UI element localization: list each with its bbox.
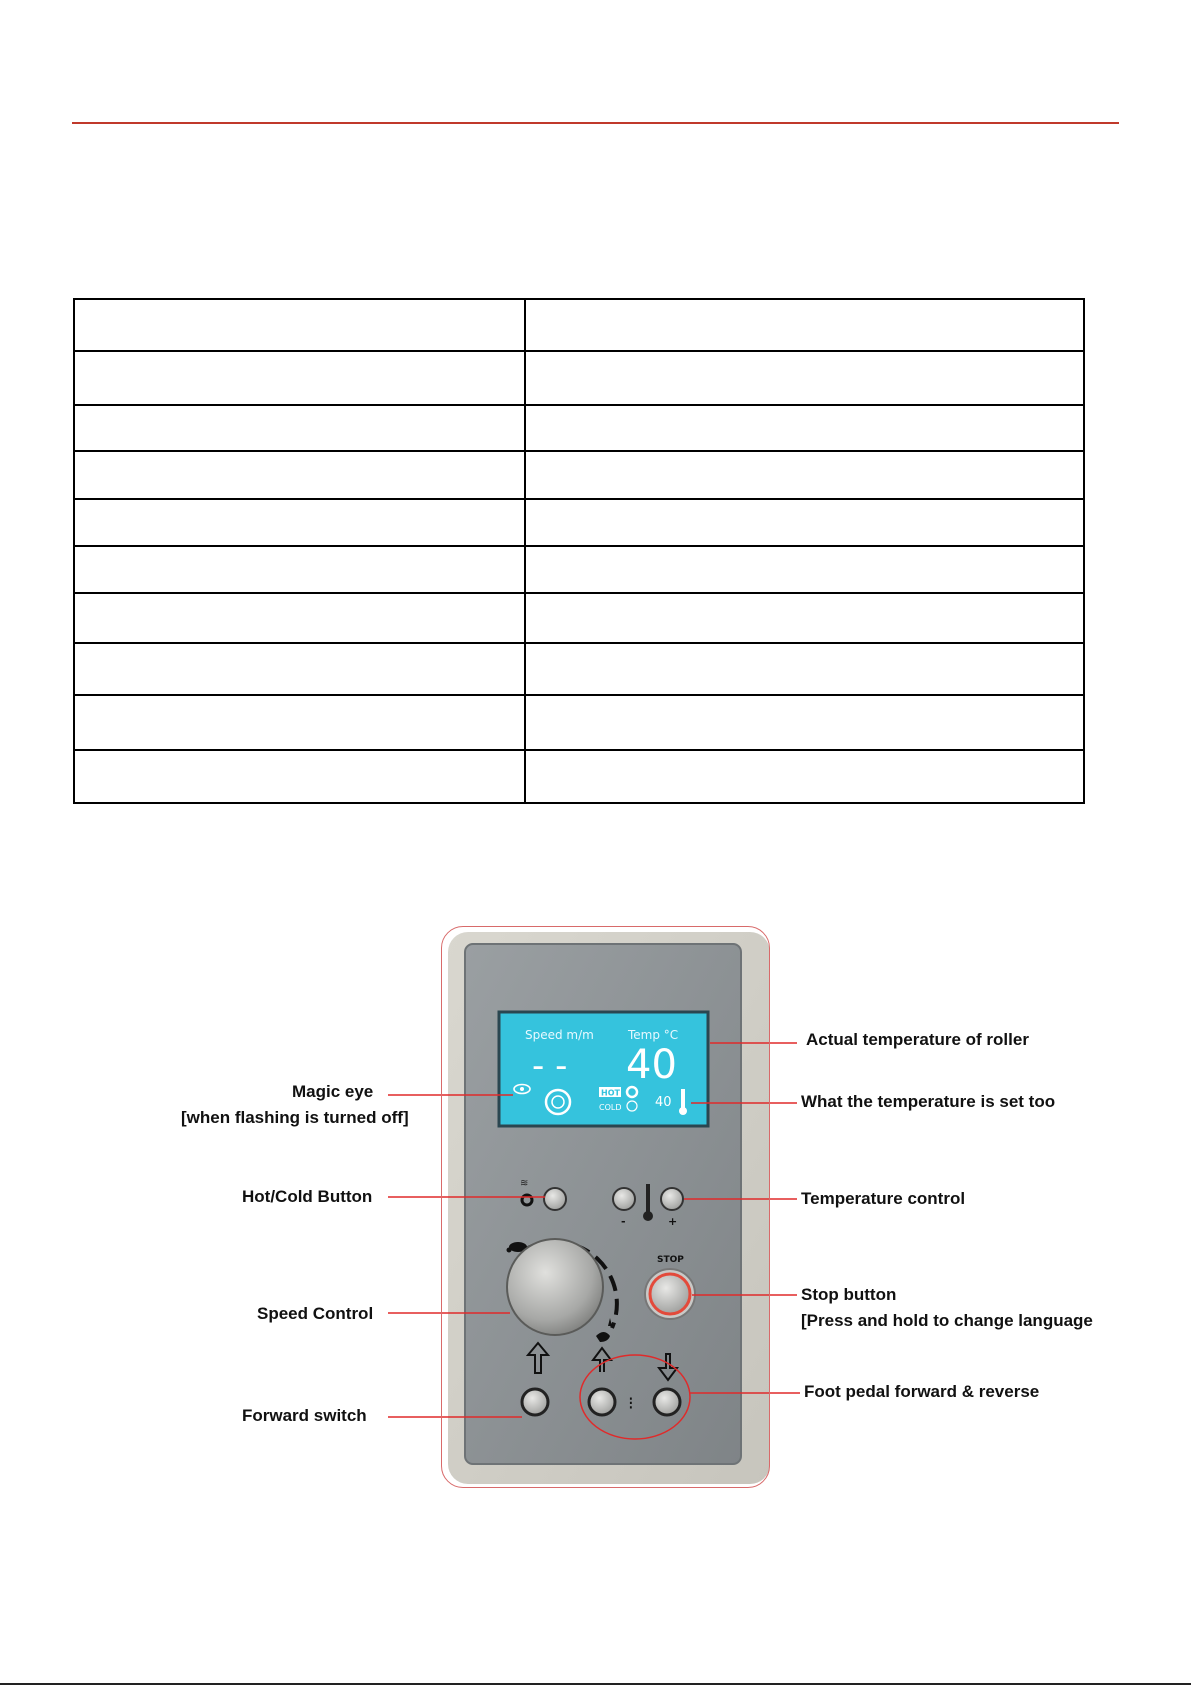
callout-set-temp: What the temperature is set too [801, 1092, 1056, 1111]
temp-plus-label: + [668, 1215, 678, 1228]
callout-hot-cold: Hot/Cold Button [242, 1187, 373, 1206]
panel-highlight-frame [441, 926, 770, 1488]
callout-stop-button: Stop button [801, 1285, 897, 1304]
lcd-speed-value: - - [532, 1046, 568, 1086]
stop-label: STOP [657, 1255, 684, 1265]
callout-temp-control: Temperature control [801, 1189, 966, 1208]
lcd-speed-label: Speed m/m [525, 1028, 594, 1042]
lcd-cold-label: COLD [599, 1103, 622, 1112]
foot-icon: ⁝ [628, 1393, 634, 1414]
callout-magic-eye: Magic eye [292, 1082, 374, 1101]
lcd-set-temp: 40 [655, 1095, 672, 1110]
callout-foot-pedal: Foot pedal forward & reverse [804, 1382, 1040, 1401]
lcd-hot-label: HOT [601, 1088, 620, 1098]
heat-waves-icon: ≋ [520, 1178, 529, 1189]
callout-speed-control: Speed Control [257, 1304, 374, 1323]
lcd-temp-label: Temp °C [628, 1028, 679, 1042]
lcd-temp-value: 40 [626, 1042, 677, 1088]
temp-minus-label: - [621, 1215, 626, 1228]
callout-magic-eye-note: [when flashing is turned off] [181, 1108, 409, 1127]
callout-actual-temp: Actual temperature of roller [806, 1030, 1029, 1049]
callout-stop-note: [Press and hold to change language [801, 1311, 1093, 1330]
callout-forward-switch: Forward switch [242, 1406, 367, 1425]
